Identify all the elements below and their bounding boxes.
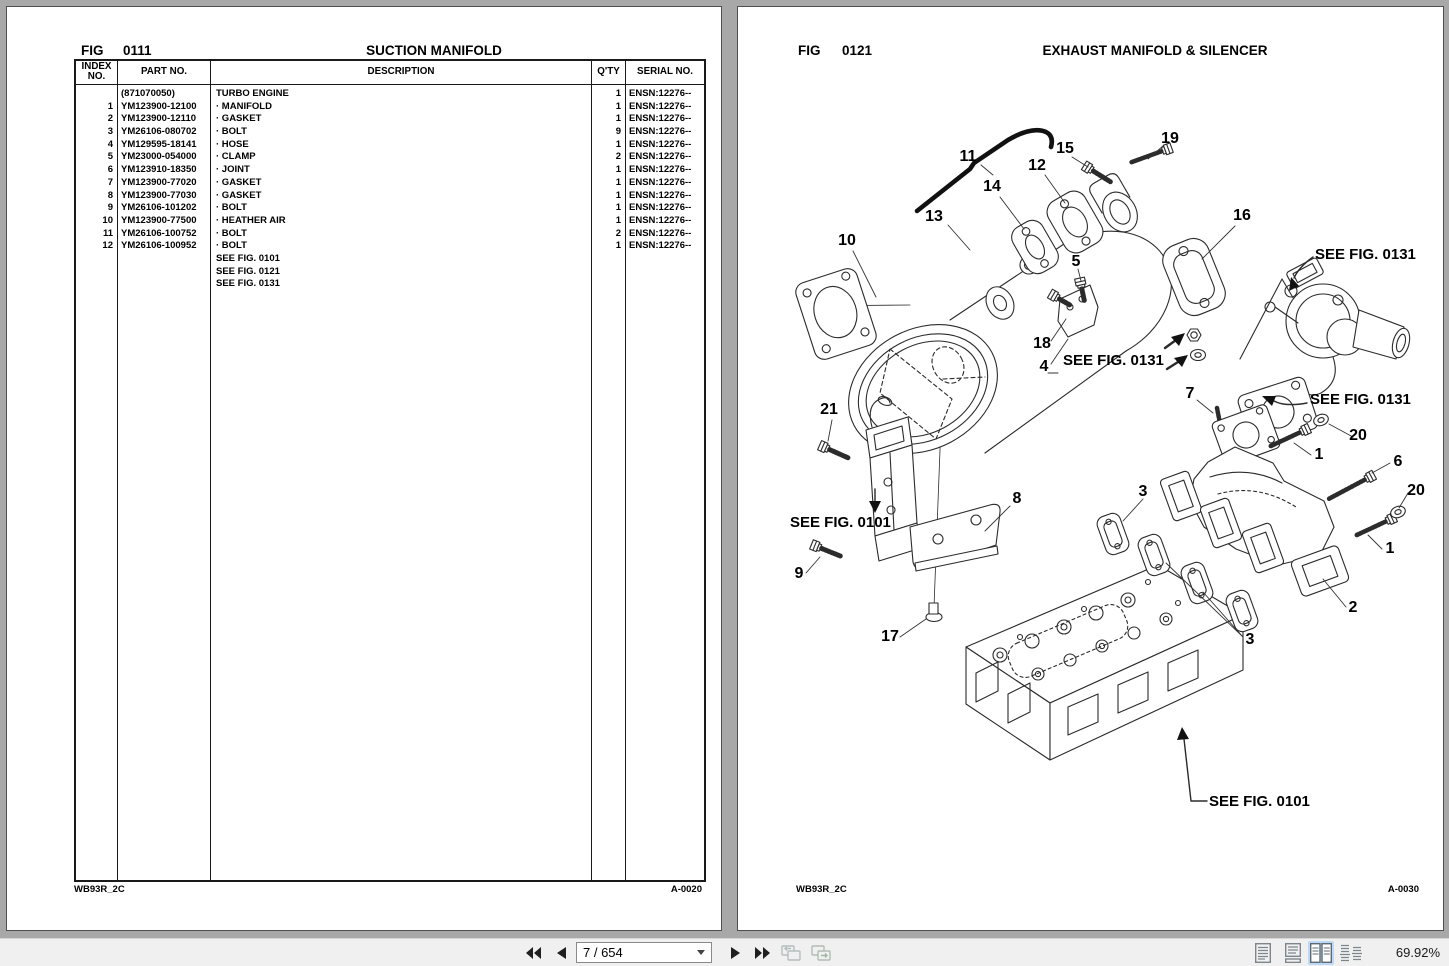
table-cell: 1	[615, 189, 621, 201]
table-cell: 2	[615, 227, 621, 239]
diagram-callout-13: 13	[925, 208, 943, 225]
diagram-callout-15: 15	[1056, 140, 1074, 157]
gasket-3-drawing	[1136, 532, 1172, 578]
table-cell: ENSN:12276--	[629, 176, 692, 188]
bolt-17-drawing	[926, 603, 942, 622]
column-part-no	[118, 85, 211, 880]
page-number-combo[interactable]	[576, 942, 712, 963]
fig-label: FIG	[798, 43, 821, 58]
page-title: SUCTION MANIFOLD	[366, 43, 502, 58]
header-qty: Q'TY	[592, 61, 626, 84]
table-cell: 7	[107, 176, 113, 188]
next-view-button[interactable]	[809, 939, 833, 966]
diagram-callout-3: 3	[1138, 483, 1148, 500]
continuous-facing-view-icon	[1340, 943, 1362, 963]
bolt-1-drawing	[1354, 513, 1397, 540]
table-cell: TURBO ENGINE	[216, 88, 289, 99]
viewer-toolbar	[0, 938, 1449, 966]
table-cell	[118, 266, 210, 279]
table-cell: · HOSE	[216, 138, 249, 150]
table-cell	[118, 278, 210, 291]
table-cell	[76, 253, 117, 266]
small-bracket-drawing	[1058, 285, 1098, 337]
table-cell: YM123900-12110	[121, 113, 197, 125]
table-cell: YM123900-77020	[121, 176, 197, 188]
model-code: WB93R_2C	[74, 884, 125, 895]
table-cell: ENSN:12276--	[629, 202, 692, 214]
single-page-view-button[interactable]	[1250, 941, 1276, 965]
diagram-callout-18: 18	[1033, 335, 1051, 352]
parts-table-header	[76, 61, 704, 85]
table-cell	[76, 88, 117, 101]
header-serial-no: SERIAL NO.	[637, 66, 693, 77]
table-cell: ENSN:12276--	[629, 164, 692, 176]
table-cell: · GASKET	[216, 176, 262, 188]
previous-view-icon	[781, 945, 801, 961]
diagram-callout-20: 20	[1407, 482, 1425, 499]
diagram-reference-label: SEE FIG. 0131	[1310, 391, 1411, 408]
table-cell: ENSN:12276--	[629, 138, 692, 150]
flange-10-drawing	[793, 266, 879, 362]
table-cell: 6	[107, 164, 113, 176]
gasket-16-drawing	[1158, 234, 1230, 321]
table-cell: SEE FIG. 0131	[216, 278, 280, 290]
table-cell: YM26106-100752	[121, 227, 197, 239]
right-page-footer	[738, 884, 1443, 898]
next-view-icon	[811, 945, 831, 961]
table-cell: · BOLT	[216, 227, 247, 239]
document-page-left	[6, 6, 722, 931]
table-cell: · CLAMP	[216, 151, 256, 163]
table-cell: YM26106-101202	[121, 202, 197, 214]
diagram-callout-12: 12	[1028, 157, 1046, 174]
page-number-value: 7 / 654	[583, 945, 623, 960]
table-cell: 8	[107, 189, 113, 201]
diagram-callout-19: 19	[1161, 130, 1179, 147]
document-page-right	[737, 6, 1444, 931]
table-cell: 5	[107, 151, 113, 163]
table-cell	[626, 278, 704, 291]
table-cell: ENSN:12276--	[629, 240, 692, 252]
table-cell: ENSN:12276--	[629, 189, 692, 201]
diagram-reference-label: SEE FIG. 0131	[1063, 352, 1164, 369]
table-cell: 11	[102, 227, 113, 239]
table-cell: · BOLT	[216, 240, 247, 252]
exploded-parts-diagram	[738, 7, 1445, 932]
left-page-footer	[7, 884, 721, 898]
washer-drawing	[1191, 350, 1206, 361]
table-cell: ENSN:12276--	[629, 100, 692, 112]
table-cell: YM26106-080702	[121, 126, 197, 138]
table-cell: 9	[615, 126, 621, 138]
table-cell: · JOINT	[216, 164, 250, 176]
diagram-reference-label: SEE FIG. 0131	[1315, 246, 1416, 263]
table-cell: 3	[107, 126, 113, 138]
column-serial-no	[626, 85, 704, 880]
support-bracket-8-drawing	[910, 504, 1000, 571]
table-cell	[626, 266, 704, 279]
table-cell: · BOLT	[216, 126, 247, 138]
diagram-callout-11: 11	[959, 148, 977, 165]
table-cell: · MANIFOLD	[216, 100, 272, 112]
previous-page-icon	[557, 947, 566, 959]
table-cell: 1	[615, 176, 621, 188]
table-cell: · HEATHER AIR	[216, 214, 286, 226]
fig-number: 0121	[842, 43, 873, 58]
first-page-icon	[526, 947, 541, 959]
diagram-reference-label: SEE FIG. 0101	[790, 514, 891, 531]
turbocharger-drawing	[1240, 257, 1413, 395]
table-cell: YM123910-18350	[121, 164, 197, 176]
table-cell: ENSN:12276--	[629, 151, 692, 163]
diagram-callout-4: 4	[1039, 358, 1049, 375]
continuous-view-button[interactable]	[1280, 941, 1306, 965]
table-cell: ENSN:12276--	[629, 88, 692, 99]
last-page-button[interactable]	[750, 939, 774, 966]
sheet-code: A-0020	[670, 884, 702, 895]
table-cell: ENSN:12276--	[629, 227, 692, 239]
table-cell: 1	[615, 113, 621, 125]
diagram-callout-5: 5	[1071, 253, 1081, 270]
page-title: EXHAUST MANIFOLD & SILENCER	[1042, 43, 1268, 58]
table-cell: 1	[615, 202, 621, 214]
diagram-callout-8: 8	[1012, 490, 1022, 507]
table-cell: YM123900-77030	[121, 189, 197, 201]
single-page-view-icon	[1255, 943, 1271, 963]
table-cell: 9	[107, 202, 113, 214]
header-index: INDEX NO.	[76, 61, 118, 84]
continuous-facing-view-button[interactable]	[1338, 941, 1364, 965]
table-cell: · GASKET	[216, 189, 262, 201]
header-description: DESCRIPTION	[211, 61, 592, 84]
table-cell: ENSN:12276--	[629, 214, 692, 226]
diagram-callout-16: 16	[1233, 207, 1251, 224]
diagram-callout-20: 20	[1349, 427, 1367, 444]
table-cell	[626, 253, 704, 266]
table-cell: 1	[615, 164, 621, 176]
fig-number: 0111	[123, 43, 152, 58]
diagram-callout-1: 1	[1385, 540, 1395, 557]
table-cell: SEE FIG. 0101	[216, 252, 280, 264]
chevron-down-icon	[697, 950, 705, 955]
table-cell: · GASKET	[216, 113, 262, 125]
table-cell: 1	[615, 88, 621, 99]
table-cell: SEE FIG. 0121	[216, 265, 280, 277]
diagram-callout-1: 1	[1314, 446, 1324, 463]
previous-page-button[interactable]	[552, 939, 570, 966]
bolt-9-drawing	[810, 540, 842, 561]
table-cell	[592, 253, 625, 266]
column-qty	[592, 85, 626, 880]
diagram-callout-10: 10	[838, 232, 856, 249]
table-cell: (871070050)	[121, 88, 175, 99]
parts-table	[74, 59, 706, 882]
table-cell: 10	[102, 214, 113, 226]
next-page-icon	[731, 947, 740, 959]
column-index	[76, 85, 118, 880]
diagram-callout-14: 14	[983, 178, 1001, 195]
table-cell: ENSN:12276--	[629, 113, 692, 125]
table-cell: 1	[615, 100, 621, 112]
next-page-button[interactable]	[726, 939, 744, 966]
table-cell: 12	[102, 240, 113, 252]
table-cell: 1	[615, 214, 621, 226]
table-cell: YM26106-100952	[121, 240, 197, 252]
previous-view-button[interactable]	[779, 939, 803, 966]
table-cell: 1	[615, 138, 621, 150]
fig-label: FIG	[81, 43, 104, 58]
table-cell: 1	[107, 100, 113, 112]
table-cell: 1	[615, 240, 621, 252]
last-page-icon	[755, 947, 770, 959]
table-cell	[592, 278, 625, 291]
diagram-callout-17: 17	[881, 628, 899, 645]
table-cell	[592, 266, 625, 279]
header-part-no: PART NO.	[118, 61, 211, 84]
table-cell	[118, 253, 210, 266]
column-description	[211, 85, 592, 880]
diagram-callout-2: 2	[1348, 599, 1358, 616]
table-cell: · BOLT	[216, 202, 247, 214]
nut-drawing	[1187, 329, 1201, 341]
table-cell	[76, 278, 117, 291]
zoom-level[interactable]: 69.92%	[1395, 945, 1440, 960]
table-cell: YM123900-77500	[121, 214, 197, 226]
parts-table-body	[76, 85, 704, 880]
diagram-callout-3: 3	[1245, 631, 1255, 648]
facing-view-button[interactable]	[1308, 941, 1334, 965]
table-cell: ENSN:12276--	[629, 126, 692, 138]
continuous-view-icon	[1285, 943, 1301, 963]
diagram-callout-9: 9	[794, 565, 804, 582]
table-cell	[76, 266, 117, 279]
facing-view-icon	[1310, 943, 1332, 963]
diagram-callout-21: 21	[820, 401, 838, 418]
table-cell: YM23000-054000	[121, 151, 197, 163]
first-page-button[interactable]	[521, 939, 545, 966]
table-cell: YM129595-18141	[121, 138, 197, 150]
diagram-callout-7: 7	[1185, 385, 1195, 402]
table-cell: 4	[107, 138, 113, 150]
table-cell: 2	[107, 113, 113, 125]
bolt-6-drawing	[1327, 470, 1377, 503]
sheet-code: A-0030	[1387, 884, 1419, 895]
diagram-reference-label: SEE FIG. 0101	[1209, 793, 1310, 810]
model-code: WB93R_2C	[796, 884, 847, 895]
table-cell: YM123900-12100	[121, 100, 197, 112]
table-cell: 2	[615, 151, 621, 163]
diagram-callout-6: 6	[1393, 453, 1403, 470]
bolt-21-drawing	[818, 441, 850, 463]
